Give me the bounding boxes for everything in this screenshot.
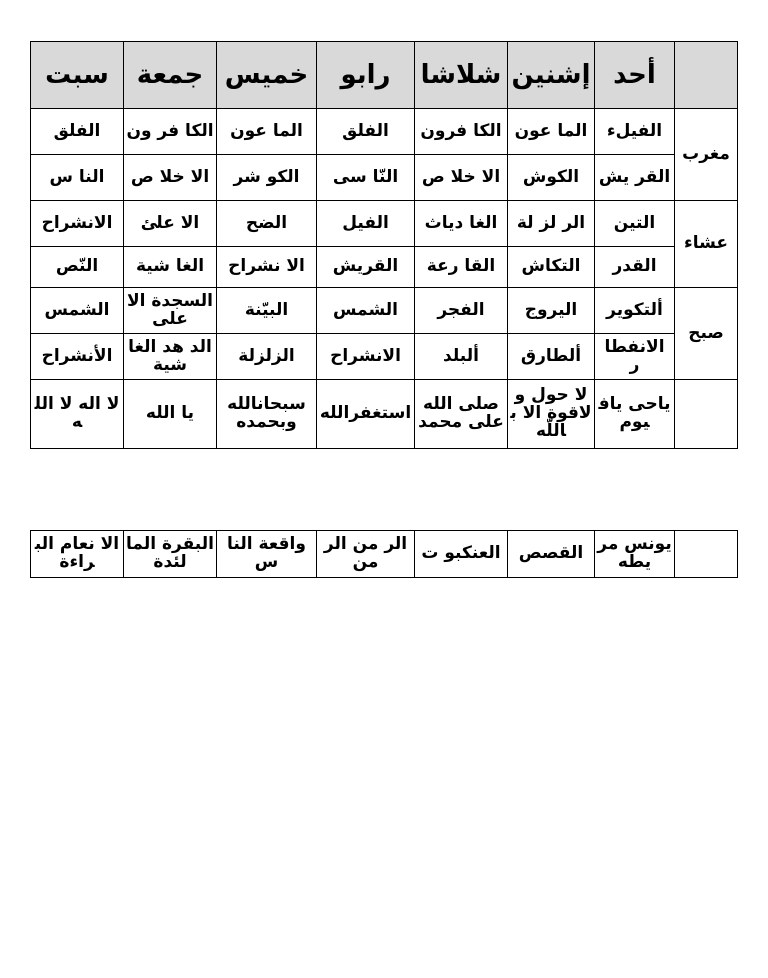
table-cell: الانفطا ر (595, 334, 675, 380)
table-cell: التكاش (508, 247, 595, 288)
table-cell: الكا فرون (415, 109, 508, 155)
table-cell: القر يش (595, 155, 675, 201)
table-row (31, 247, 738, 288)
table-cell: البقرة المالئدة (124, 531, 217, 578)
table-row (31, 201, 738, 247)
table-cell: يا الله (124, 380, 217, 449)
header-row (31, 42, 738, 109)
table-cell: ياحى يافيوم (595, 380, 675, 449)
table-cell: اليروج (508, 288, 595, 334)
table-cell: القدر (595, 247, 675, 288)
table-row (31, 288, 738, 334)
table-row (31, 334, 738, 380)
table-cell: الانشراح (317, 334, 415, 380)
table-cell: النّا سى (317, 155, 415, 201)
table-cell: لا اله لا الله (31, 380, 124, 449)
table-cell: الغا دياث (415, 201, 508, 247)
table-row (31, 109, 738, 155)
table-cell: النا س (31, 155, 124, 201)
table-cell: واقعة النا س (217, 531, 317, 578)
corner-cell (675, 42, 738, 109)
prayer-time-label: صبح (675, 288, 738, 380)
table-cell: العنكبو ت (415, 531, 508, 578)
table-cell: الما عون (508, 109, 595, 155)
table-cell: القصص (508, 531, 595, 578)
table-cell: الزلزلة (217, 334, 317, 380)
table-row (31, 155, 738, 201)
day-header: خميس (217, 42, 317, 109)
table-cell: الفيلء (595, 109, 675, 155)
table-cell: الد هد الغا شية (124, 334, 217, 380)
table-cell: النّص (31, 247, 124, 288)
table-cell: البيّنة (217, 288, 317, 334)
table-cell: الا خلا ص (124, 155, 217, 201)
table-cell: سبحانالله وبحمده (217, 380, 317, 449)
table-cell: الضح (217, 201, 317, 247)
table-cell: يونس مريطه (595, 531, 675, 578)
day-header: إشنين (508, 42, 595, 109)
table-cell: الا نعام البراءة (31, 531, 124, 578)
table-cell: الفجر (415, 288, 508, 334)
day-header: سبت (31, 42, 124, 109)
prayer-time-label (675, 380, 738, 449)
table-row (31, 380, 738, 449)
empty-cell (675, 531, 738, 578)
table-cell: الشمس (31, 288, 124, 334)
table-cell: الكو شر (217, 155, 317, 201)
table-cell: الر من الرمن (317, 531, 415, 578)
table-cell: الا نشراح (217, 247, 317, 288)
table-cell: الفلق (31, 109, 124, 155)
table-cell: لا حول ولاقوة الا باللّه (508, 380, 595, 449)
prayer-time-label: مغرب (675, 109, 738, 201)
table-cell: الانشراح (31, 201, 124, 247)
surah-list-table (30, 530, 738, 578)
table-cell: الا خلا ص (415, 155, 508, 201)
day-header: شلاشا (415, 42, 508, 109)
table-cell: الفلق (317, 109, 415, 155)
day-header: جمعة (124, 42, 217, 109)
table-cell: الفيل (317, 201, 415, 247)
table-cell: التين (595, 201, 675, 247)
table-cell: الما عون (217, 109, 317, 155)
table-cell: الكا فر ون (124, 109, 217, 155)
day-header: رابو (317, 42, 415, 109)
table-row (31, 531, 738, 578)
table-cell: الشمس (317, 288, 415, 334)
table-cell: الر لز لة (508, 201, 595, 247)
table-cell: الكوش (508, 155, 595, 201)
table-cell: صلى الله على محمد (415, 380, 508, 449)
table-cell: ألبلد (415, 334, 508, 380)
table-cell: القريش (317, 247, 415, 288)
day-header: أحد (595, 42, 675, 109)
weekly-schedule-table (30, 41, 738, 449)
table-cell: ألطارق (508, 334, 595, 380)
prayer-time-label: عشاء (675, 201, 738, 288)
table-cell: الأنشراح (31, 334, 124, 380)
table-cell: ألتكوير (595, 288, 675, 334)
table-cell: استغفرالله (317, 380, 415, 449)
table-cell: السجدة الا على (124, 288, 217, 334)
table-cell: الا علئ (124, 201, 217, 247)
table-cell: القا رعة (415, 247, 508, 288)
table-cell: الغا شية (124, 247, 217, 288)
